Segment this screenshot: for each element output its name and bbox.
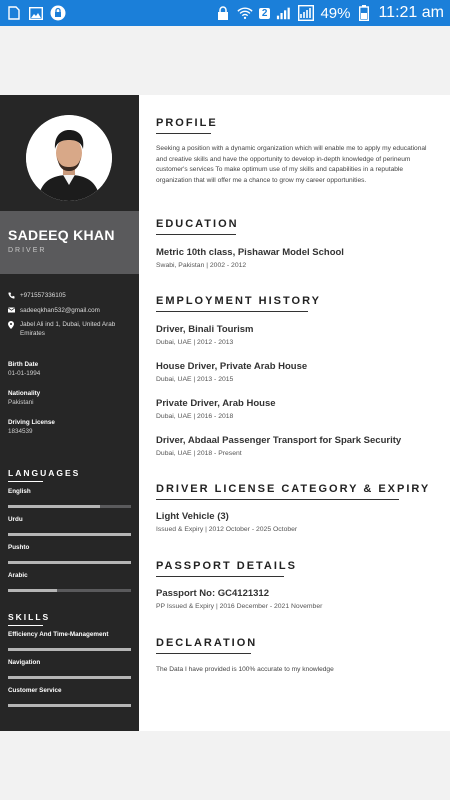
- employment-entry: [156, 398, 436, 420]
- skill-bar-fill: [8, 676, 131, 679]
- entry-subtitle: Dubai, UAE | 2018 - Present: [156, 450, 242, 457]
- language-name: Urdu: [8, 516, 23, 523]
- candidate-name: SADEEQ KHAN: [8, 227, 115, 243]
- contact-phone-text: +971557336105: [20, 292, 66, 299]
- passport-entry: [156, 588, 436, 610]
- entry-subtitle: PP Issued & Expiry | 2016 December - 2021 November: [156, 603, 323, 610]
- clock: 11:21 am: [378, 4, 444, 21]
- language-bar: [8, 533, 131, 536]
- nationality-label: Nationality: [8, 390, 41, 397]
- profile-rule: [156, 133, 211, 134]
- lock-status-icon: [215, 5, 231, 21]
- language-english: [8, 488, 131, 508]
- battery-icon: [356, 5, 372, 21]
- skill-navigation: [8, 659, 131, 679]
- skill-customer-service: [8, 687, 131, 707]
- birth-date-label: Birth Date: [8, 361, 39, 368]
- entry-subtitle: Dubai, UAE | 2013 - 2015: [156, 376, 234, 383]
- resume-page: [0, 95, 450, 731]
- skill-bar-fill: [8, 704, 131, 707]
- license-heading-text: DRIVER LICENSE CATEGORY & EXPIRY: [156, 483, 431, 495]
- education-heading-text: EDUCATION: [156, 218, 239, 230]
- passport-heading: [156, 560, 297, 577]
- skills-heading-text: SKILLS: [8, 612, 51, 622]
- license-heading: [156, 483, 430, 500]
- signal-icon: [276, 5, 292, 21]
- name-box: [0, 211, 139, 274]
- license-entry: [156, 511, 436, 533]
- contact-email[interactable]: [8, 307, 133, 317]
- skill-bar: [8, 704, 131, 707]
- contact-address-text: Jabel Ali ind 1, Dubai, United Arab Emirates: [20, 321, 116, 337]
- entry-subtitle: Issued & Expiry | 2012 October - 2025 October: [156, 526, 298, 533]
- language-name: Arabic: [8, 572, 28, 579]
- lock-app-icon: [50, 5, 66, 21]
- entry-title: Driver, Abdaal Passenger Transport for Spark Security: [156, 435, 402, 446]
- education-rule: [156, 234, 236, 235]
- passport-rule: [156, 576, 284, 577]
- driving-license-label: Driving License: [8, 419, 55, 426]
- wifi-icon: [237, 5, 253, 21]
- skill-bar-fill: [8, 648, 131, 651]
- entry-title: Light Vehicle (3): [156, 511, 229, 522]
- candidate-role: DRIVER: [8, 247, 47, 254]
- declaration-heading-text: DECLARATION: [156, 637, 258, 649]
- entry-title: Driver, Binali Tourism: [156, 324, 254, 335]
- skills-rule: [8, 625, 43, 626]
- license-rule: [156, 499, 399, 500]
- entry-title: Passport No: GC4121312: [156, 588, 269, 599]
- entry-subtitle: Dubai, UAE | 2016 - 2018: [156, 413, 234, 420]
- skill-name: Customer Service: [8, 687, 62, 694]
- document-icon: [6, 5, 22, 21]
- language-bar: [8, 505, 131, 508]
- sim-badge: 2: [259, 8, 271, 19]
- status-bar: [0, 0, 450, 26]
- language-bar-fill: [8, 589, 57, 592]
- employment-entry: [156, 435, 436, 457]
- language-bar: [8, 589, 131, 592]
- battery-percent: 49%: [320, 4, 351, 22]
- skill-name: Navigation: [8, 659, 41, 666]
- employment-heading-text: EMPLOYMENT HISTORY: [156, 295, 321, 307]
- email-icon: [8, 307, 15, 317]
- language-urdu: [8, 516, 131, 536]
- birth-date-value: 01-01-1994: [8, 370, 41, 378]
- employment-heading: [156, 295, 321, 312]
- skill-bar: [8, 648, 131, 651]
- skill-time-management: [8, 631, 131, 651]
- employment-rule: [156, 311, 308, 312]
- contact-address: [8, 321, 133, 339]
- languages-heading: [8, 468, 80, 482]
- languages-rule: [8, 481, 43, 482]
- education-entry: [156, 247, 436, 269]
- declaration-rule: [156, 653, 251, 654]
- education-heading: [156, 218, 239, 235]
- driving-license-value: 1834539: [8, 428, 33, 436]
- profile-heading: [156, 117, 218, 134]
- entry-subtitle: Dubai, UAE | 2012 - 2013: [156, 339, 234, 346]
- entry-title: Metric 10th class, Pishawar Model School: [156, 247, 344, 258]
- profile-photo: [26, 115, 112, 201]
- nationality: [8, 389, 40, 408]
- nationality-value: Pakistani: [8, 399, 34, 407]
- entry-title: House Driver, Private Arab House: [156, 361, 308, 372]
- profile-text: Seeking a position with a dynamic organization which will enable me to apply my educational and creative skills and have the opportunity to develop in-depth knowledge of perineum customer's services To make optimum use of my skills and capabilities in a reputable organization that will offer me a chance to grow my career opportunities.: [156, 145, 427, 184]
- birth-date: [8, 360, 40, 379]
- language-bar: [8, 561, 131, 564]
- contact-phone[interactable]: [8, 292, 133, 303]
- image-icon: [28, 5, 44, 21]
- location-icon: [8, 321, 15, 339]
- passport-heading-text: PASSPORT DETAILS: [156, 560, 297, 572]
- skills-heading: [8, 612, 50, 626]
- language-pushto: [8, 544, 131, 564]
- contact-email-text: sadeeqkhan532@gmail.com: [20, 307, 100, 314]
- declaration-text: The Data I have provided is 100% accurate to my knowledge: [156, 666, 334, 673]
- employment-entry: [156, 361, 436, 383]
- language-name: English: [8, 488, 31, 495]
- language-bar-fill: [8, 505, 100, 508]
- profile-heading-text: PROFILE: [156, 117, 218, 129]
- languages-heading-text: LANGUAGES: [8, 468, 81, 478]
- signal-box-icon: [298, 5, 314, 21]
- resume-sidebar: [0, 95, 139, 731]
- entry-subtitle: Swabi, Pakistan | 2002 - 2012: [156, 262, 247, 269]
- declaration-heading: [156, 637, 257, 654]
- driving-license: [8, 418, 55, 437]
- phone-icon: [8, 292, 15, 303]
- skill-bar: [8, 676, 131, 679]
- language-bar-fill: [8, 561, 131, 564]
- language-name: Pushto: [8, 544, 30, 551]
- employment-entry: [156, 324, 436, 346]
- skill-name: Efficiency And Time-Management: [8, 631, 109, 638]
- language-arabic: [8, 572, 131, 592]
- language-bar-fill: [8, 533, 131, 536]
- entry-title: Private Driver, Arab House: [156, 398, 276, 409]
